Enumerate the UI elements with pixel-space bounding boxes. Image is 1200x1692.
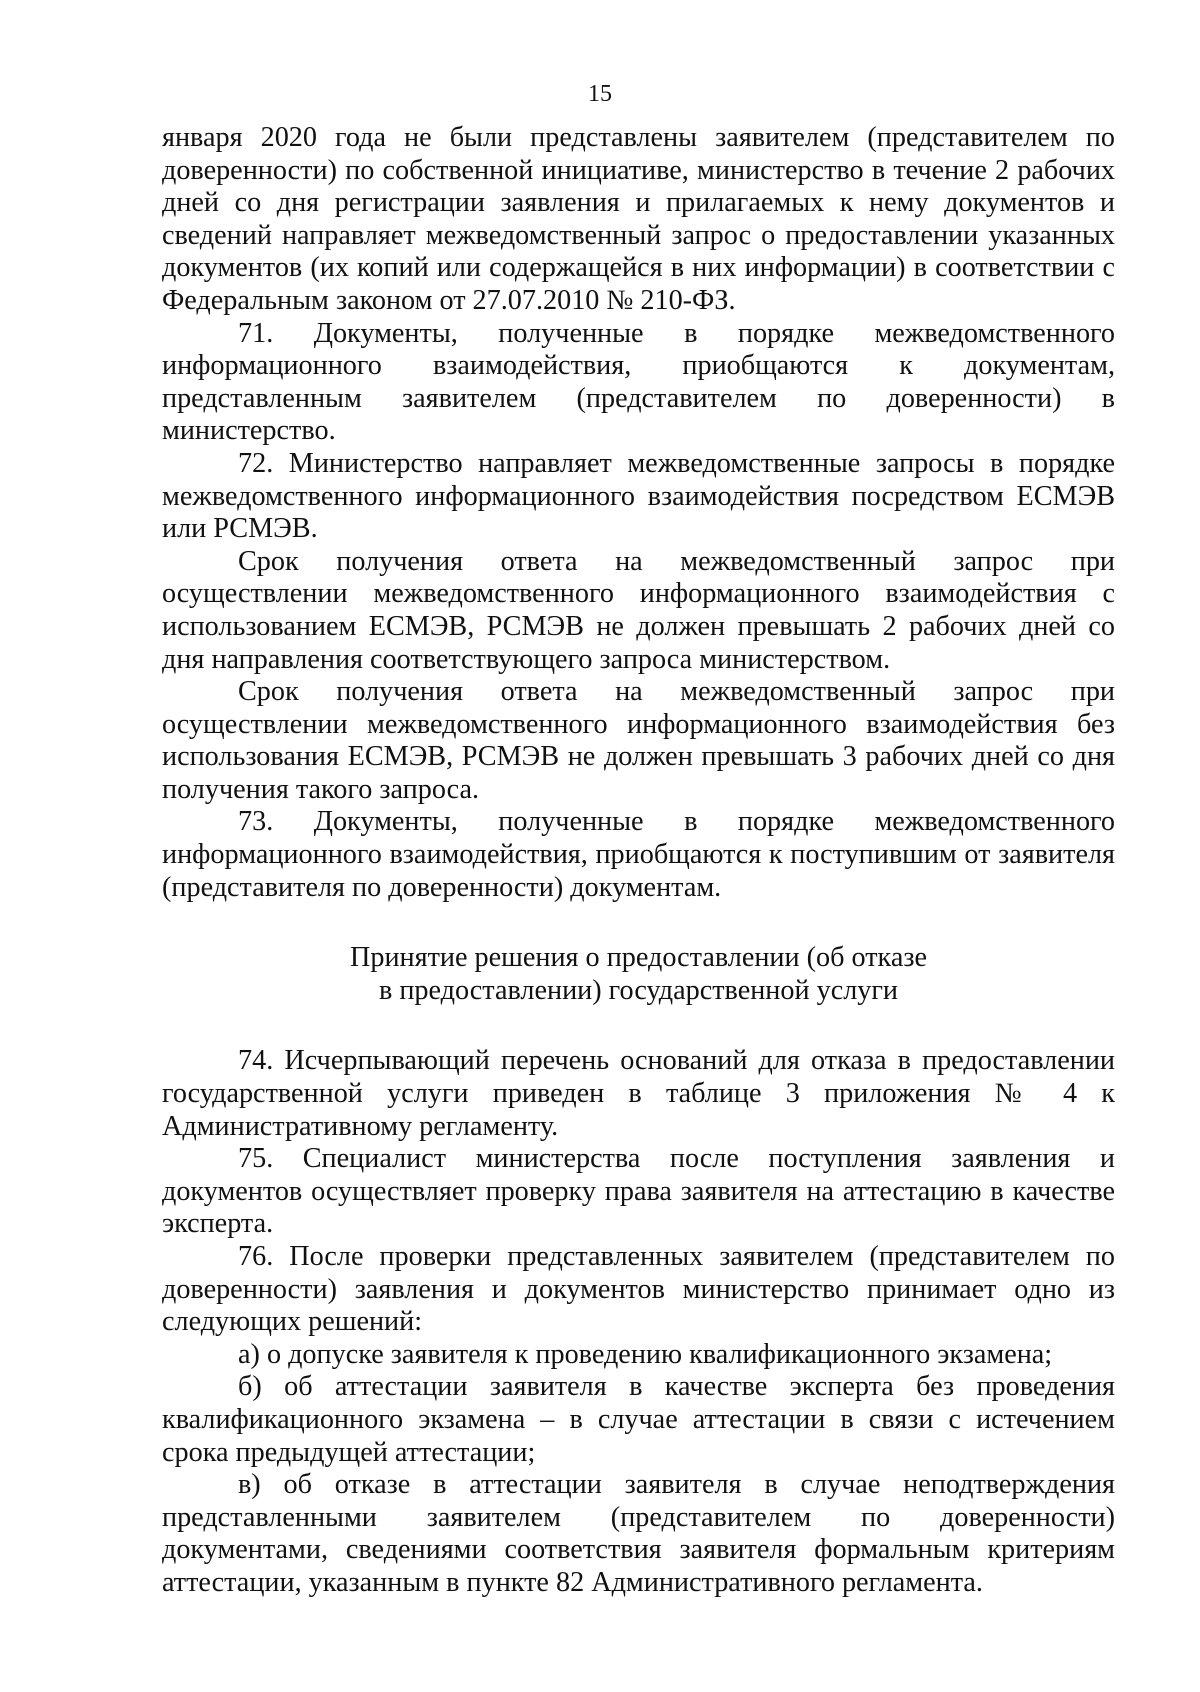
section-heading-line-1: Принятие решения о предоставлении (об отказе [350,942,927,974]
paragraph-74: 74. Исчерпывающий перечень оснований для отказа в предоставлении государственной услуги приведен в таблице 3 приложения № 4 к Административному регламенту. [162,1045,1115,1142]
paragraph-76-item-b: б) об аттестации заявителя в качестве эксперта без проведения квалификационного экзамена – в случае аттестации в связи с истечением срока предыдущей аттестации; [162,1371,1115,1468]
section-heading-line-2: в предоставлении) государственной услуги [378,974,899,1006]
paragraph-71: 71. Документы, полученные в порядке межведомственного информационного взаимодействия, приобщаются к документам, представленным заявителем (представителем по доверенности) в министерство. [162,317,1115,447]
paragraph-72-term-without-esmev: Срок получения ответа на межведомственный запрос при осуществлении межведомственного информационного взаимодействия без использования ЕСМЭВ, РСМЭВ не должен превышать 3 рабочих дней со дня получения такого запроса. [162,676,1115,805]
page-number: 15 [588,81,612,107]
paragraph-continuation: января 2020 года не были представлены заявителем (представителем по доверенности) по собственной инициативе, министерство в течение 2 рабочих дней со дня регистрации заявления и прилагаемых к нему документов и сведений направляет межведомственный запрос о предоставлении указанных документов (их копий или содержащейся в них информации) в соответствии с Федеральным законом от 27.07.2010 № 210-ФЗ. [162,122,1115,316]
paragraph-72: 72. Министерство направляет межведомственные запросы в порядке межведомственного информационного взаимодействия посредством ЕСМЭВ или РСМЭВ. [162,447,1115,545]
paragraph-75: 75. Специалист министерства после поступления заявления и документов осуществляет проверку права заявителя на аттестацию в качестве эксперта. [162,1143,1115,1240]
paragraph-76-item-v: в) об отказе в аттестации заявителя в случае неподтверждения представленными заявителем (представителем по доверенности) документами, сведениями соответствия заявителя формальным критериям аттестации, указанным в пункте 82 Административного регламента. [162,1469,1115,1598]
section-heading [162,942,1115,1007]
document-body [162,122,1115,1600]
paragraph-76-item-a: а) о допуске заявителя к проведению квалификационного экзамена; [238,1338,1053,1370]
paragraph-73: 73. Документы, полученные в порядке межведомственного информационного взаимодействия, приобщаются к поступившим от заявителя (представителя по доверенности) документам. [162,806,1115,903]
paragraph-72-term-esmev: Срок получения ответа на межведомственный запрос при осуществлении межведомственного информационного взаимодействия с использованием ЕСМЭВ, РСМЭВ не должен превышать 2 рабочих дней со дня направления соответствующего запроса министерством. [162,545,1115,675]
paragraph-76: 76. После проверки представленных заявителем (представителем по доверенности) заявления и документов министерство принимает одно из следующих решений: [162,1241,1115,1338]
